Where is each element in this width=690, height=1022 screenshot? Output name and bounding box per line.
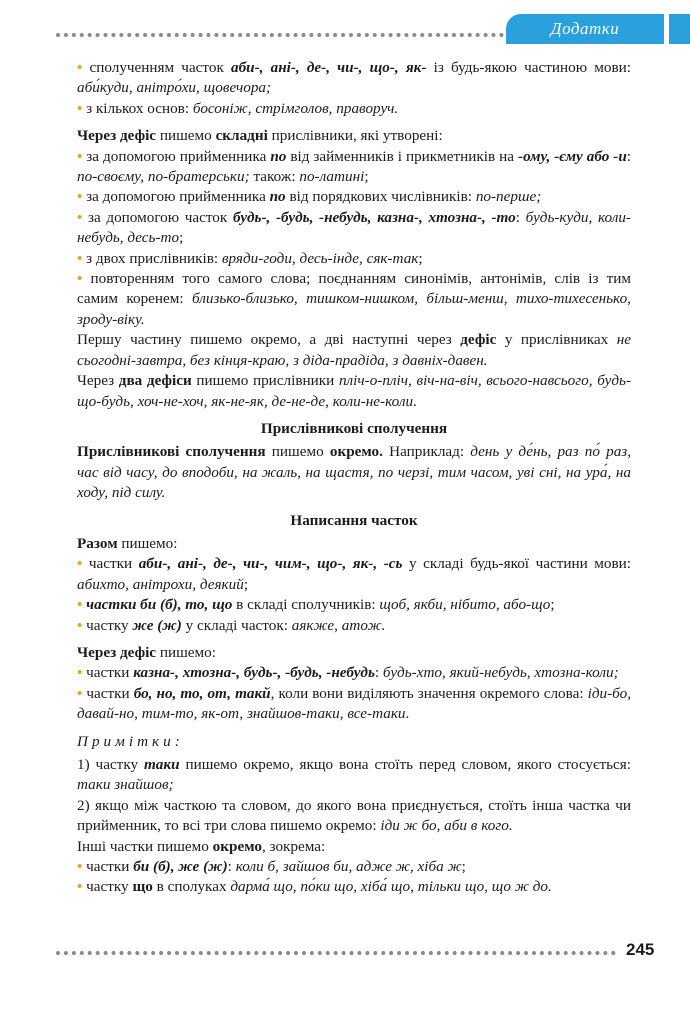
text-run: день у де́нь, раз по́ раз, час від часу, до вподоби, на жаль, на щастя, по черзі, тим часом, уві сні, на ура́, на ходу, під силу. [77,443,632,502]
page-number: 245 [626,940,655,959]
text-run: пишемо [265,443,330,461]
text-run: пишемо окремо, якщо вона стоїть перед словом, якого стосується: [179,756,631,773]
bullet-dot-icon: • [77,664,87,682]
text-run: іди-бо, давай-но, тим-то, як-от, знайшов-таки, все-таки [77,684,632,723]
text-run: аби-, ані-, де-, чи-, що-, як- [231,59,427,76]
spacer [77,636,631,643]
bullet-item [77,684,631,725]
text-run: повторенням того самого слова; поєднанням синонімів, антонімів, слів із тим самим коренем: [77,270,632,308]
text-run: два дефіси [118,372,192,390]
bullet-dot-icon: • [77,59,90,76]
text-run: по [270,147,287,165]
paragraph [77,126,631,146]
text-run: 1) частку [77,756,144,773]
bullet-item [77,616,631,636]
text-run: Примітки: [77,732,184,750]
text-run: абихто, анітрохи, деякий [77,575,244,593]
paragraph [77,534,631,554]
bullet-dot-icon: • [77,270,91,288]
paragraph [77,442,631,503]
text-run: . [413,392,417,410]
text-run: з двох прислівників: [86,249,222,267]
bullet-dot-icon: • [77,858,87,876]
paragraph [77,371,631,412]
paragraph [77,732,631,752]
bullet-dot-icon: • [77,208,88,226]
text-run: прислівники, які утворені: [267,127,443,145]
text-run: частки [86,684,134,702]
text-run: сполученням часток [89,59,231,76]
text-run: за допомогою прийменника [86,147,271,165]
text-run: частки би (б), то, що [86,596,233,614]
text-run: вряди-годи, десь-інде, сяк-так [221,249,419,267]
spacer [77,119,631,126]
bullet-item [77,147,631,188]
text-run: Через дефіс [77,127,157,145]
text-run: Через [77,372,119,390]
bottom-dotted-rule [56,951,616,955]
text-run: також: [249,168,300,186]
text-run: аби-, ані-, де-, чи-, чим-, що-, як-, -сь [138,555,403,573]
text-run: за допомогою прийменника [86,188,270,206]
text-run: частку [86,616,133,634]
text-run: із будь-якою частиною мови: [426,59,631,76]
text-run: іди ж бо, аби в кого. [380,817,513,835]
bullet-dot-icon: • [77,99,87,117]
text-run: з кількох основ: [86,99,193,117]
text-run: частки [86,664,134,682]
section-heading: Прислівникові сполучення [260,419,448,437]
text-run: по-перше; [475,188,542,206]
section-tab-edge [669,14,690,44]
bullet-item [77,663,631,683]
text-run: Через дефіс [77,643,157,661]
text-run: що [132,878,153,896]
text-run: дефіс [460,331,497,349]
bullet-item [77,595,631,615]
text-run: ; [364,168,369,186]
bullet-item [77,857,631,877]
text-run: частку [86,878,133,896]
text-run: , зокрема: [261,837,326,855]
text-run: пишемо: [117,534,178,552]
text-run: . [405,705,410,723]
text-run: складні [215,127,268,145]
top-dotted-rule [56,33,504,37]
bullet-item [77,877,631,897]
text-run: Інші частки пишемо [77,837,213,855]
bullet-dot-icon: • [77,188,87,206]
text-run: : [374,664,383,682]
text-run: ; [461,858,466,876]
text-run: пліч-о-пліч, віч-на-віч, всього-навсього, будь-що-будь, хоч-не-хоч, як-не-як, де-не-де, коли-не-коли [77,372,632,410]
bullet-dot-icon: • [77,555,89,573]
bullet-dot-icon: • [77,147,87,165]
section-heading: Написання часток [290,511,418,529]
text-run: коли б, зайшов би, адже ж, хіба ж [235,858,462,876]
text-run: частки [88,555,139,573]
text-run: за допомогою часток [87,208,233,226]
text-run: би (б), же (ж) [133,858,228,876]
text-run: від займенників і прикметників на [286,147,519,165]
page-body [77,58,631,898]
bullet-item [77,269,631,330]
text-run: аякже, атож. [291,616,386,634]
bullet-item [77,208,631,249]
paragraph [77,837,631,857]
spacer [77,725,631,732]
text-run: від порядкових числівників: [285,188,476,206]
text-run: -ому, -єму або -и [518,147,627,165]
text-run: таки [143,756,180,773]
text-run: близько-близько, тишком-нишком, більш-менш, тихо-тихесенько, зроду-віку. [77,290,631,328]
text-run: босоніж, стрімголов, праворуч. [192,99,399,117]
text-run: у прислівниках [496,331,617,349]
text-run: Наприклад: [382,443,471,461]
text-run: аби́куди, анітро́хи, щовечора; [77,79,272,97]
section-tab-label: Додатки [550,19,620,38]
text-run: бо, но, то, от, такй [133,684,271,702]
paragraph [77,796,631,837]
text-run: у складі будь-якої частини мови: [402,555,631,573]
text-run: частки [86,858,134,876]
bullet-item [77,99,631,119]
section-tab [506,14,664,44]
text-run: в складі сполучників: [232,596,380,614]
spacer [77,412,631,419]
text-run: ; [418,249,423,267]
text-run: же (ж) [132,616,182,634]
text-run: по [269,188,286,206]
text-run: у складі часток: [181,616,292,634]
text-run: таки знайшов; [77,776,174,794]
text-run: окремо. [329,443,383,461]
text-run: : [515,208,526,226]
paragraph [77,755,631,796]
text-run: дарма́ що, по́ки що, хіба́ що, тільки що, що ж до. [230,878,552,896]
text-run: , коли вони виділяють значення окремого слова: [270,684,588,702]
text-run: будь-, -будь, -небудь, казна-, хтозна-, -то [232,208,516,226]
text-run: : [227,858,236,876]
text-run: ; [243,575,249,593]
text-run: пишемо прислівники [191,372,339,390]
text-run: в сполуках [152,878,231,896]
bullet-item [77,554,631,595]
bullet-dot-icon: • [77,596,87,614]
text-run: Разом [77,534,118,552]
text-run: не сьогодні-завтра, без кінця-краю, з діда-прадіда, з давніх-давен. [77,331,631,369]
paragraph [77,330,631,371]
text-run: окремо [212,837,262,855]
bullet-dot-icon: • [77,249,87,267]
spacer [77,504,631,511]
text-run: по-латині [299,168,365,186]
text-run: ; [179,229,184,247]
bullet-dot-icon: • [77,684,87,702]
text-run: Прислівникові сполучення [77,443,266,461]
text-run: по-своєму, по-братерськи; [77,168,250,186]
bullet-dot-icon: • [77,616,87,634]
bullet-item [77,187,631,207]
text-run: щоб, якби, нібито, або-що [379,596,551,614]
text-run: пишемо [156,127,216,145]
bullet-item [77,249,631,269]
text-run: : [626,147,631,165]
paragraph [77,643,631,663]
text-run: 2) якщо між часткою та словом, до якого вона приєднується, стоїть інша частка чи прийменник, то всі три слова пишемо окремо: [77,796,631,835]
bullet-dot-icon: • [77,878,87,896]
bullet-item [77,58,631,99]
text-run: будь-хто, який-небудь, хтозна-коли; [382,664,619,682]
text-run: ; [550,596,555,614]
text-run: казна-, хтозна-, будь-, -будь, -небудь [133,664,375,682]
text-run: пишемо: [156,643,216,661]
text-run: Першу частину пишемо окремо, а дві наступні через [77,331,461,349]
text-run: будь-куди, коли-небудь, десь-то [77,208,631,247]
